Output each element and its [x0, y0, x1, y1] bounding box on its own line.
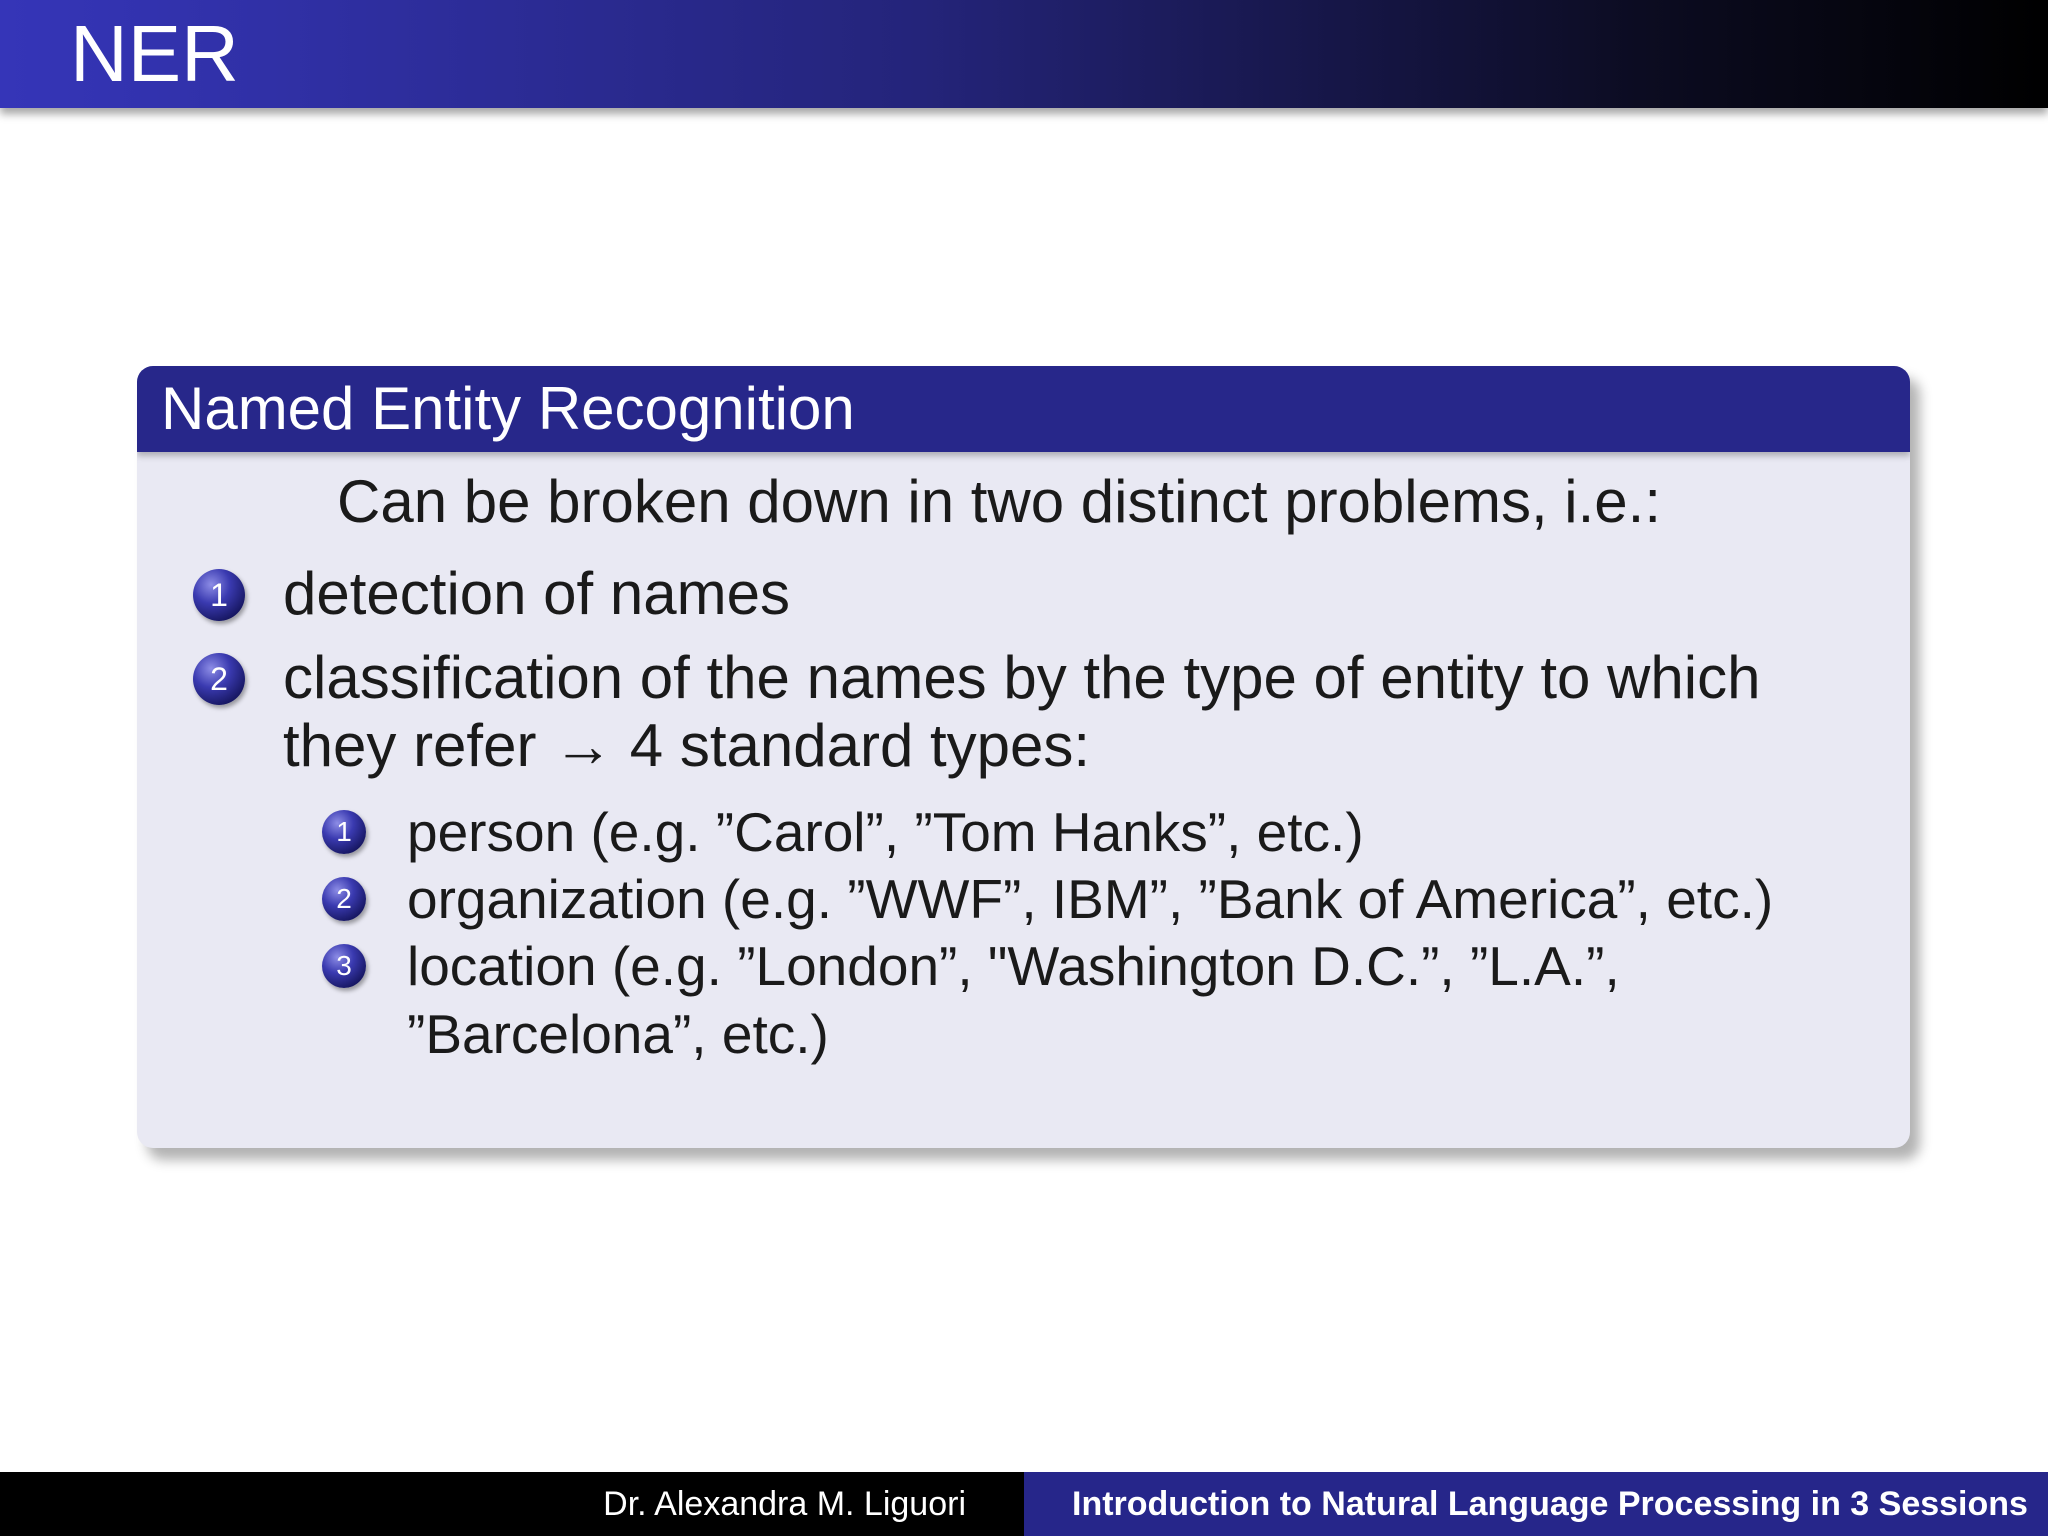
block-header [137, 366, 1910, 452]
sublist-item-line: location (e.g. ”London”, "Washington D.C.”, ”L.A.”, [407, 935, 1620, 997]
sublist-item-line: ”Barcelona”, etc.) [407, 1003, 829, 1065]
footer-author: Dr. Alexandra M. Liguori [603, 1485, 966, 1523]
slide-title: NER [70, 9, 239, 98]
footer-course-panel [1024, 1472, 2048, 1536]
footer-course: Introduction to Natural Language Processing in 3 Sessions [1072, 1485, 2028, 1523]
list-marker-2: 2 [193, 653, 245, 705]
sublist-item-location [407, 932, 1620, 1068]
list-item-classification [283, 644, 1760, 780]
sublist-item-person [407, 798, 1364, 866]
list-item-line: classification of the names by the type of entity to which [283, 644, 1761, 711]
block-title: Named Entity Recognition [161, 375, 855, 442]
block-intro: Can be broken down in two distinct problems, i.e.: [337, 468, 1662, 535]
sublist-item-organization [407, 865, 1773, 933]
sublist-marker-3: 3 [322, 944, 366, 988]
sublist-marker-1: 1 [322, 810, 366, 854]
list-marker-1: 1 [193, 569, 245, 621]
definition-block [137, 366, 1910, 1148]
list-item-line: they refer → 4 standard types: [283, 712, 1091, 779]
sublist-item-line: organization (e.g. ”WWF”, IBM”, ”Bank of America”, etc.) [407, 868, 1774, 930]
list-item-line: detection of names [283, 560, 790, 627]
title-bar [0, 0, 2048, 108]
list-item-detection [283, 560, 790, 628]
sublist-marker-2: 2 [322, 877, 366, 921]
sublist-item-line: person (e.g. ”Carol”, ”Tom Hanks”, etc.) [407, 801, 1364, 863]
footer-author-panel [0, 1472, 1024, 1536]
footer [0, 1472, 2048, 1536]
